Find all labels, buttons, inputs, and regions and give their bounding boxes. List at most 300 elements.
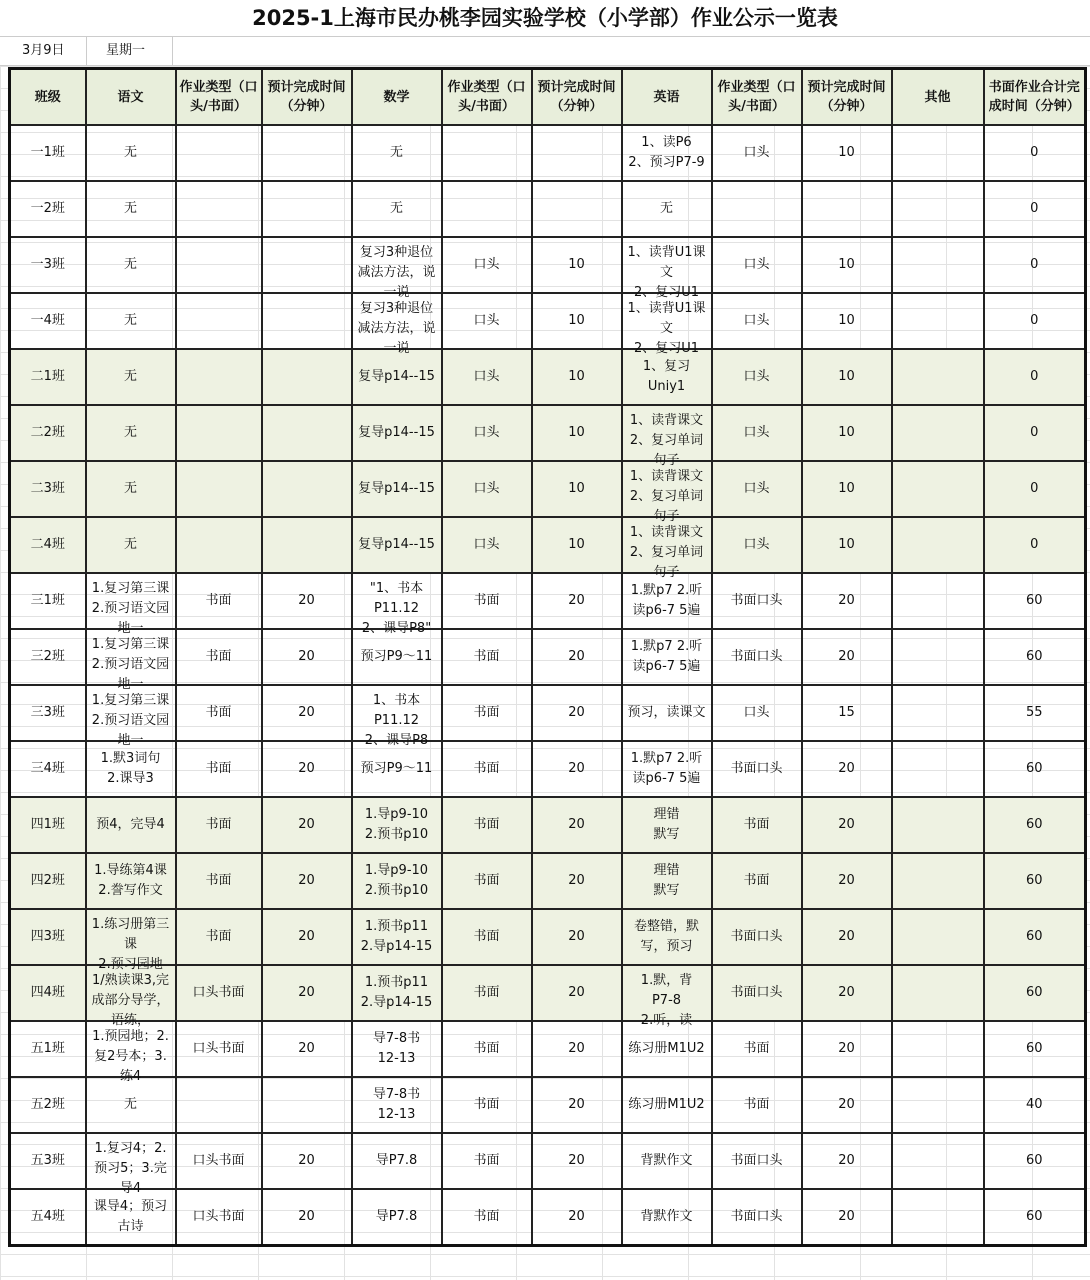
cell-text: 书面 xyxy=(473,929,500,944)
cell-math-type[interactable] xyxy=(442,461,532,517)
cell-chinese-type[interactable] xyxy=(176,237,262,293)
cell-total[interactable] xyxy=(984,685,1086,741)
cell-total[interactable] xyxy=(984,1021,1086,1077)
cell-chinese-type[interactable] xyxy=(176,573,262,629)
cell-chinese-type[interactable] xyxy=(176,685,262,741)
cell-chinese[interactable] xyxy=(86,461,176,517)
cell-math-time[interactable] xyxy=(532,1189,622,1246)
cell-other[interactable] xyxy=(892,853,984,909)
cell-other[interactable] xyxy=(892,1189,984,1246)
cell-text: 20 xyxy=(838,593,855,608)
cell-chinese[interactable] xyxy=(86,1133,176,1196)
cell-other[interactable] xyxy=(892,237,984,293)
cell-english-time[interactable] xyxy=(802,237,892,293)
cell-math-type[interactable] xyxy=(442,405,532,461)
cell-text: 四4班 xyxy=(30,985,65,1000)
cell-math[interactable] xyxy=(352,797,442,853)
cell-english-time[interactable] xyxy=(802,741,892,797)
cell-math[interactable] xyxy=(352,181,442,237)
cell-total[interactable] xyxy=(984,1133,1086,1189)
cell-math-type[interactable] xyxy=(442,797,532,853)
cell-other[interactable] xyxy=(892,1133,984,1189)
cell-text: 20 xyxy=(298,1209,315,1224)
cell-chinese-time[interactable] xyxy=(262,965,352,1021)
cell-chinese-type[interactable] xyxy=(176,741,262,797)
cell-text: 20 xyxy=(838,873,855,888)
cell-text: 书面口头 xyxy=(730,593,783,608)
cell-math[interactable] xyxy=(352,573,442,636)
cell-chinese-time[interactable] xyxy=(262,797,352,853)
cell-text: 书面 xyxy=(473,1153,500,1168)
cell-math-time[interactable] xyxy=(532,1021,622,1077)
cell-text: 60 xyxy=(1025,873,1043,888)
cell-class[interactable] xyxy=(10,1021,86,1077)
cell-text: 无 xyxy=(123,257,137,272)
cell-english-type[interactable] xyxy=(712,1021,802,1077)
cell-english-time[interactable] xyxy=(802,965,892,1021)
cell-total[interactable] xyxy=(984,181,1086,237)
cell-english-time[interactable] xyxy=(802,125,892,181)
cell-math-time[interactable] xyxy=(532,629,622,685)
cell-math-type[interactable] xyxy=(442,181,532,237)
cell-english[interactable] xyxy=(622,853,712,909)
cell-chinese-type[interactable] xyxy=(176,349,262,405)
cell-chinese-time[interactable] xyxy=(262,741,352,797)
cell-english-type[interactable] xyxy=(712,909,802,965)
header-chinese-type[interactable]: 作业类型（口头/书面） xyxy=(176,69,262,126)
cell-math-type[interactable] xyxy=(442,741,532,797)
cell-math[interactable] xyxy=(352,125,442,181)
table-row xyxy=(10,237,1086,293)
cell-text: 复习3种退位减法方法，说一说 xyxy=(357,301,436,356)
cell-class[interactable] xyxy=(10,125,86,181)
cell-text: 书面 xyxy=(743,817,770,832)
cell-class[interactable] xyxy=(10,1189,86,1246)
table-row xyxy=(10,685,1086,741)
cell-english-time[interactable] xyxy=(802,1021,892,1077)
cell-chinese[interactable] xyxy=(86,1189,176,1246)
cell-chinese-time[interactable] xyxy=(262,293,352,349)
cell-english[interactable] xyxy=(622,573,712,629)
cell-text: 60 xyxy=(1025,929,1043,944)
cell-chinese[interactable] xyxy=(86,349,176,405)
cell-chinese[interactable] xyxy=(86,797,176,853)
cell-text: 书面口头 xyxy=(730,761,783,776)
cell-chinese-time[interactable] xyxy=(262,349,352,405)
cell-class[interactable] xyxy=(10,1133,86,1189)
cell-other[interactable] xyxy=(892,517,984,573)
cell-english-type[interactable] xyxy=(712,293,802,349)
cell-text: 1、读P6 2、预习P7-9 xyxy=(628,135,705,170)
cell-chinese[interactable] xyxy=(86,573,176,636)
cell-class[interactable] xyxy=(10,853,86,909)
header-english[interactable]: 英语 xyxy=(622,69,712,126)
cell-english-type[interactable] xyxy=(712,125,802,181)
cell-other[interactable] xyxy=(892,1021,984,1077)
cell-math[interactable] xyxy=(352,1021,442,1077)
cell-english[interactable] xyxy=(622,293,712,356)
cell-text: 口头 xyxy=(473,425,500,440)
cell-class[interactable] xyxy=(10,797,86,853)
cell-english-time[interactable] xyxy=(802,1189,892,1246)
cell-text: 书面 xyxy=(205,929,232,944)
cell-math-time[interactable] xyxy=(532,853,622,909)
cell-other[interactable] xyxy=(892,573,984,629)
cell-text: 无 xyxy=(123,481,137,496)
cell-class[interactable] xyxy=(10,909,86,965)
cell-chinese-type[interactable] xyxy=(176,517,262,573)
cell-math[interactable] xyxy=(352,1189,442,1246)
cell-math-time[interactable] xyxy=(532,573,622,629)
cell-english[interactable] xyxy=(622,517,712,580)
cell-class[interactable] xyxy=(10,405,86,461)
cell-math-time[interactable] xyxy=(532,1133,622,1189)
cell-text: 20 xyxy=(568,593,585,608)
cell-total[interactable] xyxy=(984,797,1086,853)
cell-math[interactable] xyxy=(352,853,442,909)
cell-text: 书面 xyxy=(205,817,232,832)
cell-total[interactable] xyxy=(984,293,1086,349)
cell-chinese-type[interactable] xyxy=(176,1133,262,1189)
cell-english-type[interactable] xyxy=(712,181,802,237)
cell-chinese-type[interactable] xyxy=(176,629,262,685)
cell-other[interactable] xyxy=(892,741,984,797)
cell-total[interactable] xyxy=(984,1077,1086,1133)
cell-text: 10 xyxy=(838,369,855,384)
cell-class[interactable] xyxy=(10,685,86,741)
cell-chinese-time[interactable] xyxy=(262,1189,352,1246)
cell-math-time[interactable] xyxy=(532,125,622,181)
cell-chinese-time[interactable] xyxy=(262,517,352,573)
cell-math-type[interactable] xyxy=(442,237,532,293)
cell-english[interactable] xyxy=(622,965,712,1028)
cell-chinese[interactable] xyxy=(86,405,176,461)
table-row xyxy=(10,853,1086,909)
cell-math-type[interactable] xyxy=(442,125,532,181)
cell-math[interactable] xyxy=(352,965,442,1021)
cell-text: 10 xyxy=(568,537,585,552)
cell-text: 四2班 xyxy=(30,873,65,888)
cell-english-type[interactable] xyxy=(712,797,802,853)
cell-text: 导7-8书 12-13 xyxy=(372,1031,421,1066)
cell-english-type[interactable] xyxy=(712,573,802,629)
cell-text: 20 xyxy=(838,985,855,1000)
cell-chinese-type[interactable] xyxy=(176,461,262,517)
cell-class[interactable] xyxy=(10,741,86,797)
cell-chinese-time[interactable] xyxy=(262,1021,352,1077)
cell-english-time[interactable] xyxy=(802,1077,892,1133)
cell-english-time[interactable] xyxy=(802,909,892,965)
cell-math-time[interactable] xyxy=(532,1077,622,1133)
cell-english-type[interactable] xyxy=(712,349,802,405)
cell-math-type[interactable] xyxy=(442,629,532,685)
cell-math[interactable] xyxy=(352,237,442,300)
cell-text: 无 xyxy=(123,145,137,160)
cell-text: 20 xyxy=(568,1153,585,1168)
cell-chinese-type[interactable] xyxy=(176,293,262,349)
cell-english[interactable] xyxy=(622,797,712,853)
cell-chinese-time[interactable] xyxy=(262,573,352,629)
cell-english-time[interactable] xyxy=(802,181,892,237)
cell-class[interactable] xyxy=(10,1077,86,1133)
cell-text: 20 xyxy=(838,817,855,832)
cell-math-type[interactable] xyxy=(442,1133,532,1189)
cell-chinese-type[interactable] xyxy=(176,909,262,965)
cell-chinese[interactable] xyxy=(86,965,176,1028)
cell-class[interactable] xyxy=(10,293,86,349)
cell-other[interactable] xyxy=(892,405,984,461)
header-chinese-time[interactable]: 预计完成时间（分钟） xyxy=(262,69,352,126)
cell-total[interactable] xyxy=(984,461,1086,517)
cell-chinese-type[interactable] xyxy=(176,405,262,461)
cell-text: 预4，完导4 xyxy=(96,817,165,832)
cell-math[interactable] xyxy=(352,517,442,573)
cell-other[interactable] xyxy=(892,1077,984,1133)
cell-text: 1/熟读课3,完成部分导学，语练， xyxy=(91,973,170,1028)
cell-other[interactable] xyxy=(892,293,984,349)
cell-english-type[interactable] xyxy=(712,741,802,797)
cell-chinese-type[interactable] xyxy=(176,181,262,237)
cell-chinese-time[interactable] xyxy=(262,1077,352,1133)
cell-english[interactable] xyxy=(622,181,712,237)
header-english-time[interactable]: 预计完成时间（分钟） xyxy=(802,69,892,126)
cell-total[interactable] xyxy=(984,405,1086,461)
cell-class[interactable] xyxy=(10,237,86,293)
cell-chinese-type[interactable] xyxy=(176,797,262,853)
cell-chinese-type[interactable] xyxy=(176,1021,262,1077)
cell-class[interactable] xyxy=(10,965,86,1021)
cell-other[interactable] xyxy=(892,685,984,741)
cell-chinese-type[interactable] xyxy=(176,1189,262,1246)
cell-total[interactable] xyxy=(984,517,1086,573)
cell-english-time[interactable] xyxy=(802,685,892,741)
cell-total[interactable] xyxy=(984,349,1086,405)
cell-total[interactable] xyxy=(984,853,1086,909)
cell-math-type[interactable] xyxy=(442,517,532,573)
cell-other[interactable] xyxy=(892,965,984,1021)
cell-chinese[interactable] xyxy=(86,1021,176,1084)
cell-math[interactable] xyxy=(352,1077,442,1133)
cell-other[interactable] xyxy=(892,797,984,853)
cell-english-time[interactable] xyxy=(802,349,892,405)
cell-math[interactable] xyxy=(352,685,442,748)
cell-other[interactable] xyxy=(892,461,984,517)
cell-text: 口头 xyxy=(473,537,500,552)
cell-text: 10 xyxy=(838,145,855,160)
cell-math-time[interactable] xyxy=(532,349,622,405)
cell-english-type[interactable] xyxy=(712,629,802,685)
cell-text: 预习，读课文 xyxy=(627,705,706,720)
cell-text: 口头 xyxy=(473,313,500,328)
cell-english-time[interactable] xyxy=(802,573,892,629)
cell-english-time[interactable] xyxy=(802,629,892,685)
header-total[interactable]: 书面作业合计完成时间（分钟） xyxy=(984,69,1086,126)
cell-text: 五4班 xyxy=(30,1209,65,1224)
cell-math[interactable] xyxy=(352,1133,442,1189)
cell-total[interactable] xyxy=(984,125,1086,181)
cell-math-time[interactable] xyxy=(532,685,622,741)
header-class[interactable]: 班级 xyxy=(10,69,86,126)
cell-chinese[interactable] xyxy=(86,517,176,573)
header-math[interactable]: 数学 xyxy=(352,69,442,126)
cell-text: 卷整错，默写，预习 xyxy=(633,919,699,954)
cell-text: 无 xyxy=(389,145,403,160)
cell-chinese[interactable] xyxy=(86,853,176,909)
cell-english-time[interactable] xyxy=(802,797,892,853)
cell-english[interactable] xyxy=(622,1133,712,1189)
cell-math-time[interactable] xyxy=(532,797,622,853)
cell-english-type[interactable] xyxy=(712,237,802,293)
cell-chinese-time[interactable] xyxy=(262,685,352,741)
cell-math-type[interactable] xyxy=(442,349,532,405)
table-row xyxy=(10,405,1086,461)
cell-chinese-time[interactable] xyxy=(262,1133,352,1189)
cell-english-time[interactable] xyxy=(802,517,892,573)
cell-math-time[interactable] xyxy=(532,181,622,237)
cell-chinese[interactable] xyxy=(86,685,176,748)
cell-text: 口头 xyxy=(743,705,770,720)
cell-text: 20 xyxy=(298,705,315,720)
cell-english[interactable] xyxy=(622,1189,712,1246)
cell-total[interactable] xyxy=(984,237,1086,293)
cell-english-type[interactable] xyxy=(712,965,802,1021)
cell-chinese-time[interactable] xyxy=(262,181,352,237)
cell-math-time[interactable] xyxy=(532,517,622,573)
cell-chinese[interactable] xyxy=(86,741,176,797)
cell-english-time[interactable] xyxy=(802,293,892,349)
cell-math-time[interactable] xyxy=(532,405,622,461)
date-label: 3月9日 xyxy=(22,43,65,58)
cell-chinese-type[interactable] xyxy=(176,1077,262,1133)
cell-chinese[interactable] xyxy=(86,181,176,237)
cell-math-time[interactable] xyxy=(532,293,622,349)
cell-english-type[interactable] xyxy=(712,1133,802,1189)
cell-english[interactable] xyxy=(622,461,712,524)
cell-chinese-type[interactable] xyxy=(176,965,262,1021)
cell-chinese-type[interactable] xyxy=(176,125,262,181)
cell-english-type[interactable] xyxy=(712,461,802,517)
cell-math-time[interactable] xyxy=(532,461,622,517)
cell-chinese-time[interactable] xyxy=(262,461,352,517)
cell-english[interactable] xyxy=(622,237,712,300)
cell-english-type[interactable] xyxy=(712,853,802,909)
cell-chinese[interactable] xyxy=(86,237,176,293)
cell-math-time[interactable] xyxy=(532,741,622,797)
cell-english-type[interactable] xyxy=(712,1077,802,1133)
cell-math-time[interactable] xyxy=(532,237,622,293)
cell-text: 20 xyxy=(568,929,585,944)
header-math-type[interactable]: 作业类型（口头/书面） xyxy=(442,69,532,126)
cell-total[interactable] xyxy=(984,909,1086,965)
cell-math-type[interactable] xyxy=(442,909,532,965)
cell-chinese-time[interactable] xyxy=(262,237,352,293)
cell-chinese[interactable] xyxy=(86,125,176,181)
cell-english[interactable] xyxy=(622,405,712,468)
cell-math[interactable] xyxy=(352,909,442,965)
cell-class[interactable] xyxy=(10,181,86,237)
cell-english-time[interactable] xyxy=(802,1133,892,1189)
header-math-time[interactable]: 预计完成时间（分钟） xyxy=(532,69,622,126)
cell-chinese[interactable] xyxy=(86,293,176,349)
cell-math-type[interactable] xyxy=(442,965,532,1021)
cell-english[interactable] xyxy=(622,741,712,797)
cell-english[interactable] xyxy=(622,685,712,741)
cell-other[interactable] xyxy=(892,181,984,237)
cell-math-type[interactable] xyxy=(442,853,532,909)
cell-chinese-time[interactable] xyxy=(262,853,352,909)
cell-text: 60 xyxy=(1025,1209,1043,1224)
cell-chinese-type[interactable] xyxy=(176,853,262,909)
cell-text: 1.复习4；2.预习5；3.完导4 xyxy=(94,1141,167,1196)
cell-chinese-time[interactable] xyxy=(262,629,352,685)
cell-math-time[interactable] xyxy=(532,965,622,1021)
header-other[interactable]: 其他 xyxy=(892,69,984,126)
cell-other[interactable] xyxy=(892,629,984,685)
cell-total[interactable] xyxy=(984,965,1086,1021)
cell-chinese[interactable] xyxy=(86,909,176,972)
cell-english[interactable] xyxy=(622,1077,712,1133)
cell-text: 三3班 xyxy=(30,705,65,720)
cell-other[interactable] xyxy=(892,909,984,965)
cell-math-type[interactable] xyxy=(442,1189,532,1246)
cell-chinese-time[interactable] xyxy=(262,909,352,965)
cell-class[interactable] xyxy=(10,349,86,405)
cell-chinese-time[interactable] xyxy=(262,405,352,461)
cell-math-type[interactable] xyxy=(442,685,532,741)
cell-english-time[interactable] xyxy=(802,405,892,461)
cell-chinese-time[interactable] xyxy=(262,125,352,181)
cell-class[interactable] xyxy=(10,573,86,629)
cell-text: 60 xyxy=(1025,985,1043,1000)
cell-english-type[interactable] xyxy=(712,517,802,573)
cell-math[interactable] xyxy=(352,293,442,356)
cell-total[interactable] xyxy=(984,629,1086,685)
cell-math-type[interactable] xyxy=(442,573,532,629)
cell-text: 课导4；预习古诗 xyxy=(93,1199,168,1234)
cell-text: 20 xyxy=(838,929,855,944)
cell-english[interactable] xyxy=(622,629,712,685)
cell-math-time[interactable] xyxy=(532,909,622,965)
cell-math[interactable] xyxy=(352,405,442,461)
cell-class[interactable] xyxy=(10,461,86,517)
cell-class[interactable] xyxy=(10,629,86,685)
cell-other[interactable] xyxy=(892,349,984,405)
cell-chinese[interactable] xyxy=(86,629,176,692)
cell-english-type[interactable] xyxy=(712,405,802,461)
cell-other[interactable] xyxy=(892,125,984,181)
header-english-type[interactable]: 作业类型（口头/书面） xyxy=(712,69,802,126)
cell-math[interactable] xyxy=(352,461,442,517)
cell-english-time[interactable] xyxy=(802,853,892,909)
cell-english-time[interactable] xyxy=(802,461,892,517)
cell-english-type[interactable] xyxy=(712,685,802,741)
cell-total[interactable] xyxy=(984,1189,1086,1246)
header-chinese[interactable]: 语文 xyxy=(86,69,176,126)
cell-math-type[interactable] xyxy=(442,1021,532,1077)
cell-total[interactable] xyxy=(984,573,1086,629)
cell-text: 1.默3词句 2.课导3 xyxy=(100,751,161,786)
cell-text: 复导p14--15 xyxy=(358,369,435,384)
cell-text: 二1班 xyxy=(30,369,65,384)
cell-text: 三4班 xyxy=(30,761,65,776)
cell-class[interactable] xyxy=(10,517,86,573)
cell-english[interactable] xyxy=(622,909,712,965)
cell-math-type[interactable] xyxy=(442,1077,532,1133)
cell-english[interactable] xyxy=(622,125,712,181)
cell-total[interactable] xyxy=(984,741,1086,797)
cell-english-type[interactable] xyxy=(712,1189,802,1246)
cell-math-type[interactable] xyxy=(442,293,532,349)
